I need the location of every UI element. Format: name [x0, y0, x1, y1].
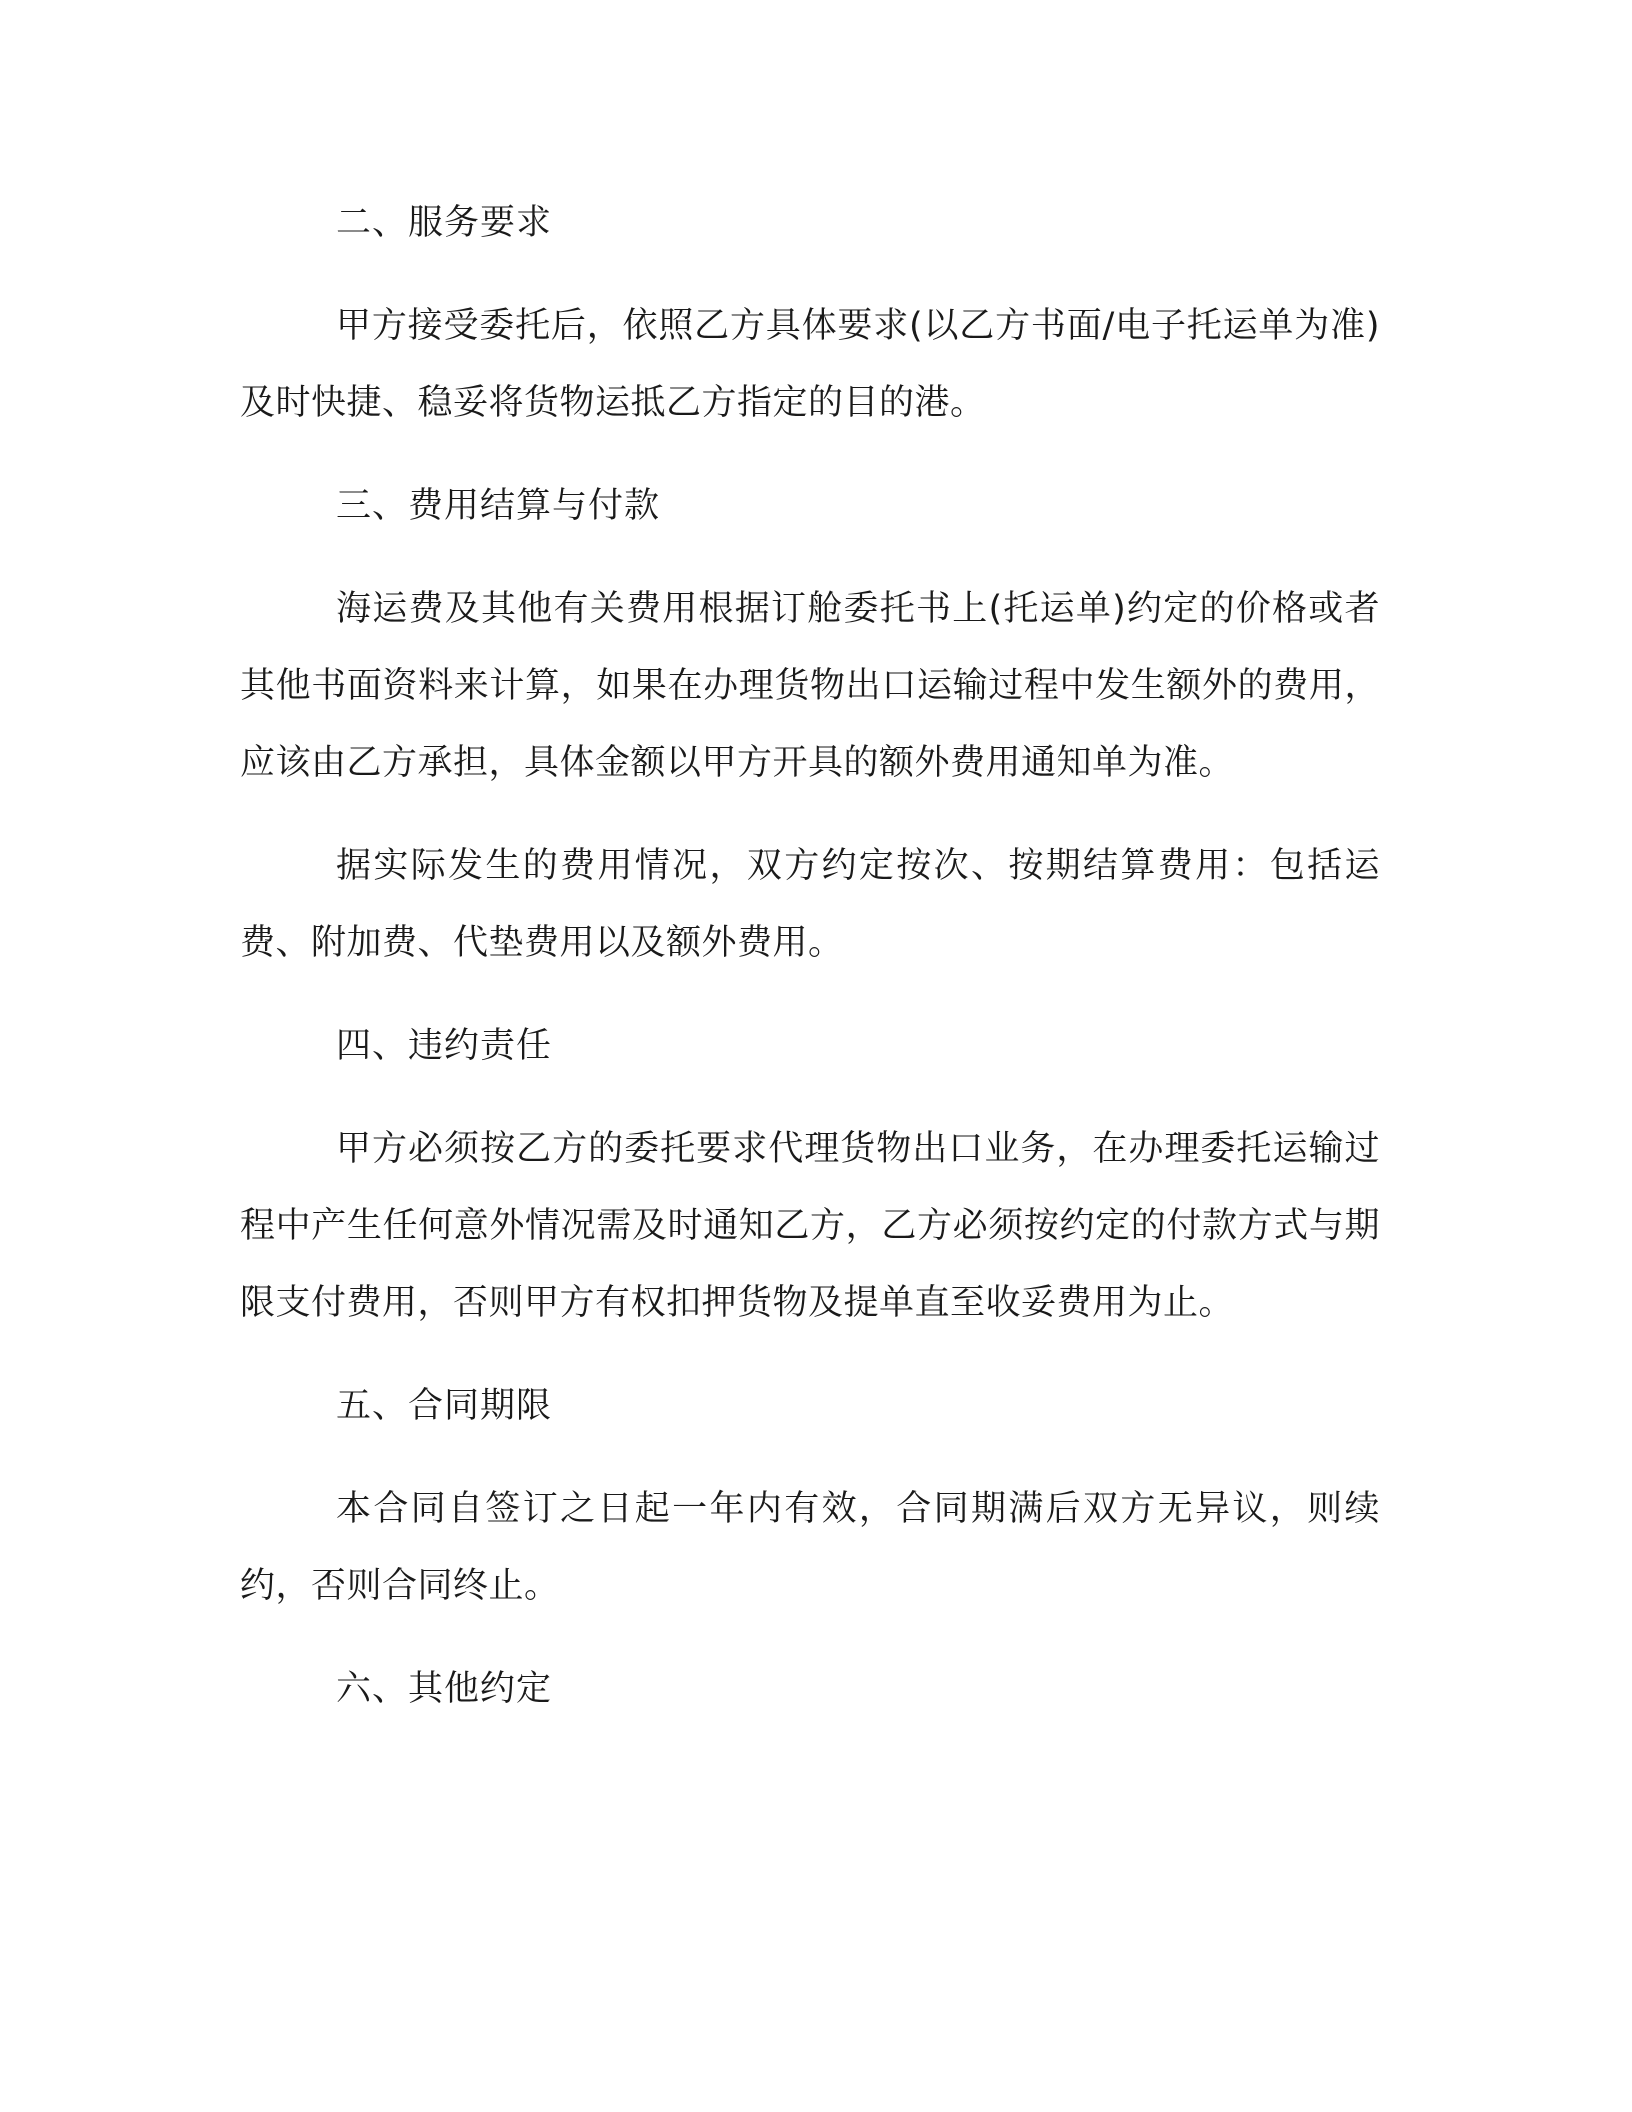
section-heading-contract-term: 五、合同期限 — [336, 1386, 553, 1426]
document-body — [240, 185, 1380, 1754]
section-paragraph: 甲方必须按乙方的委托要求代理货物出口业务，在办理委托运输过程中产生任何意外情况需及时通知乙方，乙方必须按约定的付款方式与期限支付费用，否则甲方有权扣押货物及提单直至收妥费用为止。 — [240, 1129, 1380, 1323]
section-heading-breach-liability: 四、违约责任 — [336, 1026, 553, 1066]
section-heading-other-agreements: 六、其他约定 — [336, 1669, 553, 1709]
section-paragraph: 本合同自签订之日起一年内有效，合同期满后双方无异议，则续约，否则合同终止。 — [240, 1489, 1380, 1606]
section-heading-service-requirements: 二、服务要求 — [336, 203, 553, 243]
section-heading-fee-settlement: 三、费用结算与付款 — [336, 486, 661, 526]
section-paragraph: 甲方接受委托后，依照乙方具体要求(以乙方书面/电子托运单为准)及时快捷、稳妥将货物运抵乙方指定的目的港。 — [240, 306, 1380, 423]
section-paragraph: 海运费及其他有关费用根据订舱委托书上(托运单)约定的价格或者其他书面资料来计算，如果在办理货物出口运输过程中发生额外的费用，应该由乙方承担，具体金额以甲方开具的额外费用通知单为准。 — [240, 589, 1380, 783]
section-paragraph: 据实际发生的费用情况，双方约定按次、按期结算费用：包括运费、附加费、代垫费用以及额外费用。 — [240, 846, 1380, 963]
